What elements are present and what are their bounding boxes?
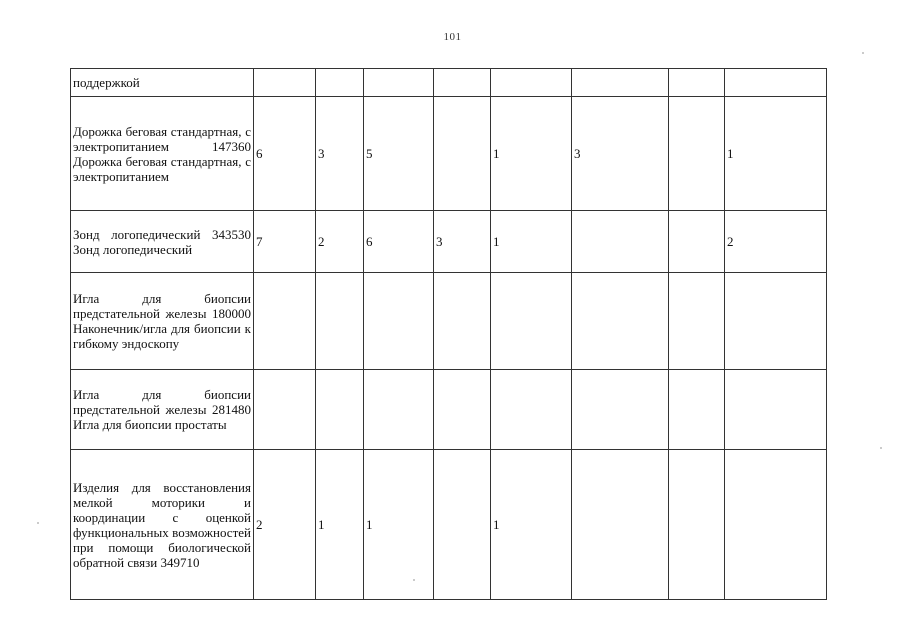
value-cell: 6 bbox=[254, 97, 316, 211]
value-cell bbox=[669, 273, 725, 370]
value-cell bbox=[725, 450, 827, 600]
scan-speck bbox=[413, 579, 415, 581]
value-cell bbox=[572, 370, 669, 450]
value-cell bbox=[669, 211, 725, 273]
value-cell: 1 bbox=[725, 97, 827, 211]
table-row bbox=[71, 69, 827, 97]
value-cell bbox=[572, 273, 669, 370]
value-cell bbox=[316, 273, 364, 370]
value-cell bbox=[316, 69, 364, 97]
value-cell bbox=[572, 69, 669, 97]
table-row bbox=[71, 370, 827, 450]
value-cell bbox=[364, 273, 434, 370]
value-cell: 2 bbox=[254, 450, 316, 600]
table-row bbox=[71, 450, 827, 600]
value-cell bbox=[434, 69, 491, 97]
scan-speck bbox=[37, 522, 39, 524]
item-name-cell: Игла для биопсии предстательной железы 281480 Игла для биопсии простаты bbox=[71, 370, 254, 450]
value-cell: 1 bbox=[364, 450, 434, 600]
table-row bbox=[71, 211, 827, 273]
value-cell bbox=[254, 69, 316, 97]
value-cell bbox=[434, 450, 491, 600]
value-cell bbox=[669, 97, 725, 211]
scan-speck bbox=[880, 447, 882, 449]
value-cell bbox=[364, 69, 434, 97]
item-name-cell: Зонд логопедический 343530 Зонд логопедический bbox=[71, 211, 254, 273]
value-cell bbox=[254, 273, 316, 370]
value-cell: 6 bbox=[364, 211, 434, 273]
table-row bbox=[71, 273, 827, 370]
table-body bbox=[71, 69, 827, 600]
value-cell bbox=[434, 97, 491, 211]
equipment-table bbox=[70, 68, 827, 600]
value-cell bbox=[254, 370, 316, 450]
value-cell bbox=[669, 370, 725, 450]
table-row bbox=[71, 97, 827, 211]
value-cell bbox=[434, 273, 491, 370]
item-name-cell: Игла для биопсии предстательной железы 180000 Наконечник/игла для биопсии к гибкому эндоскопу bbox=[71, 273, 254, 370]
value-cell bbox=[364, 370, 434, 450]
value-cell: 3 bbox=[434, 211, 491, 273]
value-cell bbox=[725, 273, 827, 370]
value-cell bbox=[572, 211, 669, 273]
value-cell: 5 bbox=[364, 97, 434, 211]
value-cell: 3 bbox=[572, 97, 669, 211]
value-cell bbox=[725, 69, 827, 97]
value-cell bbox=[669, 450, 725, 600]
item-name-cell: поддержкой bbox=[71, 69, 254, 97]
value-cell bbox=[491, 273, 572, 370]
value-cell bbox=[572, 450, 669, 600]
page-number: 101 bbox=[443, 31, 462, 43]
value-cell: 7 bbox=[254, 211, 316, 273]
value-cell bbox=[491, 370, 572, 450]
value-cell: 2 bbox=[316, 211, 364, 273]
value-cell bbox=[491, 69, 572, 97]
value-cell: 3 bbox=[316, 97, 364, 211]
value-cell: 1 bbox=[316, 450, 364, 600]
value-cell: 1 bbox=[491, 450, 572, 600]
item-name-cell: Дорожка беговая стандартная, с электропитанием 147360 Дорожка беговая стандартная, с электропитанием bbox=[71, 97, 254, 211]
item-name-cell: Изделия для восстановления мелкой моторики и координации с оценкой функциональных возможностей при помощи биологической обратной связи 349710 bbox=[71, 450, 254, 600]
value-cell: 2 bbox=[725, 211, 827, 273]
value-cell bbox=[725, 370, 827, 450]
value-cell bbox=[434, 370, 491, 450]
value-cell: 1 bbox=[491, 97, 572, 211]
value-cell bbox=[316, 370, 364, 450]
scan-speck bbox=[862, 52, 864, 54]
value-cell bbox=[669, 69, 725, 97]
value-cell: 1 bbox=[491, 211, 572, 273]
